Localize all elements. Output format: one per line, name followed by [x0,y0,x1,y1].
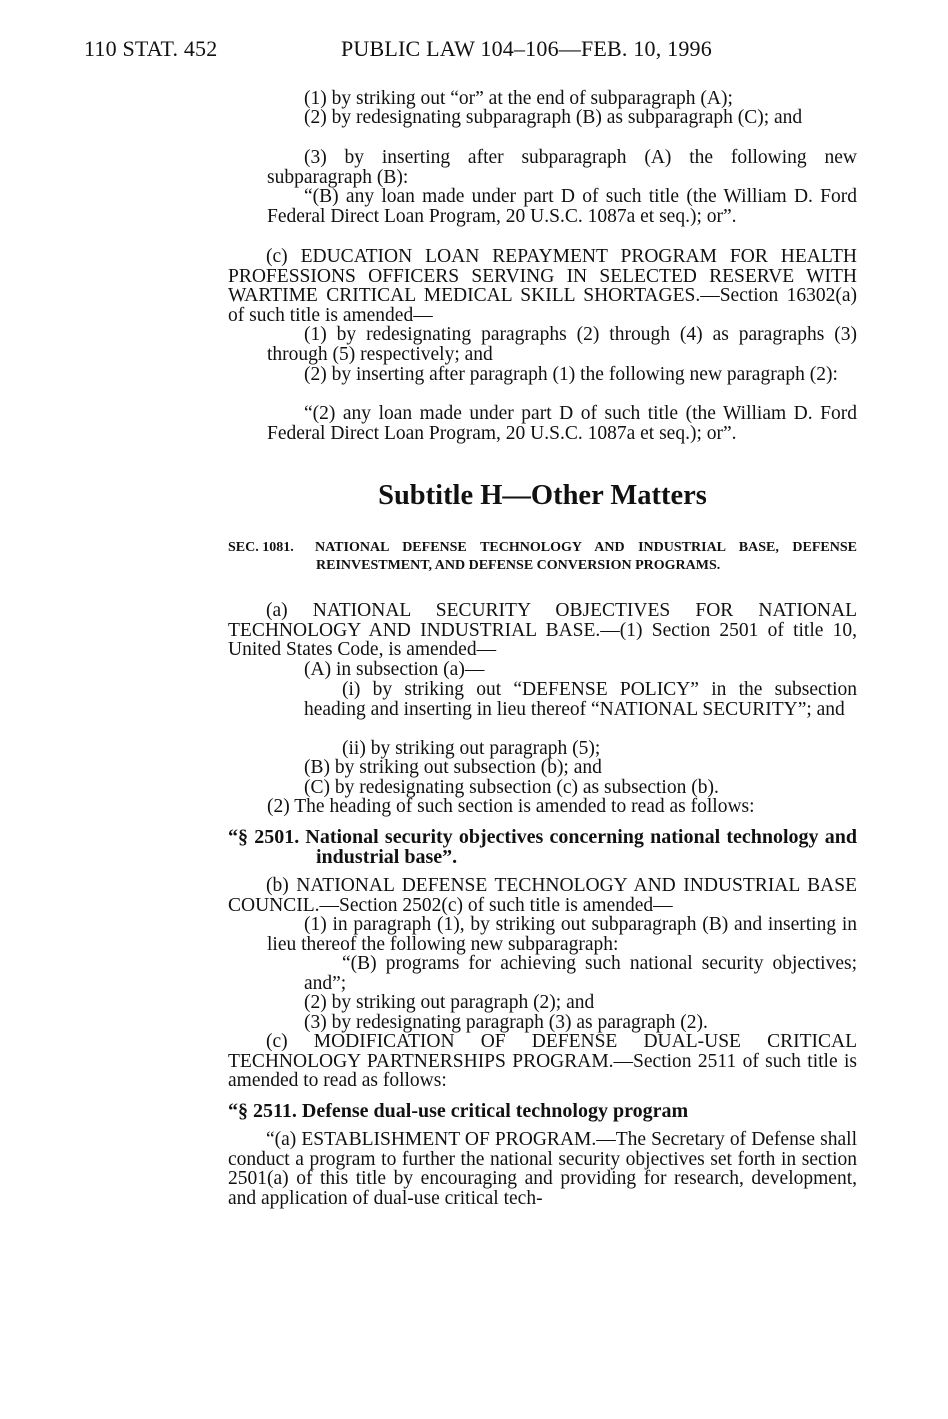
section-2501-heading: “§ 2501. National security objectives concerning national technology and industrial base”. [228,826,857,868]
paragraph: (c) MODIFICATION OF DEFENSE DUAL-USE CRITICAL TECHNOLOGY PARTNERSHIPS PROGRAM.—Section 2511 of such title is amended to read as follows: [228,1031,857,1092]
paragraph: (b) NATIONAL DEFENSE TECHNOLOGY AND INDUSTRIAL BASE COUNCIL.—Section 2502(c) of such title is amended— [228,875,857,916]
quoted-paragraph: “(B) any loan made under part D of such title (the William D. Ford Federal Direct Loan Program, 20 U.S.C. 1087a et seq.); or”. [267,186,857,227]
quoted-paragraph: “(B) programs for achieving such national security objectives; and”; [304,953,857,994]
paragraph: (A) in subsection (a)— [304,659,485,680]
running-header: PUBLIC LAW 104–106—FEB. 10, 1996 [341,36,712,61]
paragraph: (ii) by striking out paragraph (5); [342,738,601,759]
paragraph: (1) in paragraph (1), by striking out subparagraph (B) and inserting in lieu thereof the following new subparagraph: [267,914,857,955]
paragraph: (a) NATIONAL SECURITY OBJECTIVES FOR NATIONAL TECHNOLOGY AND INDUSTRIAL BASE.—(1) Section 2501 of title 10, United States Code, is amended— [228,600,857,661]
paragraph: (3) by inserting after subparagraph (A) the following new subparagraph (B): [267,147,857,188]
paragraph: (2) by inserting after paragraph (1) the following new paragraph (2): [304,364,838,385]
section-title: NATIONAL DEFENSE TECHNOLOGY AND INDUSTRIAL BASE, DEFENSE REINVESTMENT, AND DEFENSE CONVERSION PROGRAMS. [315,540,857,573]
section-heading [228,539,857,575]
quoted-paragraph: “(2) any loan made under part D of such title (the William D. Ford Federal Direct Loan Program, 20 U.S.C. 1087a et seq.); or”. [267,403,857,444]
paragraph: (B) by striking out subsection (b); and [304,757,602,778]
paragraph: (2) by striking out paragraph (2); and [304,992,595,1013]
paragraph: (1) by striking out “or” at the end of subparagraph (A); [304,88,733,109]
paragraph: (c) EDUCATION LOAN REPAYMENT PROGRAM FOR HEALTH PROFESSIONS OFFICERS SERVING IN SELECTED RESERVE WITH WARTIME CRITICAL MEDICAL SKILL SHORTAGES.—Section 16302(a) of such title is amended— [228,246,857,326]
section-number: SEC. 1081. [228,540,294,555]
paragraph: “(a) ESTABLISHMENT OF PROGRAM.—The Secretary of Defense shall conduct a program to further the national security objectives set forth in section 2501(a) of this title by encouraging and providing for research, development, and application of dual-use critical tech- [228,1129,857,1209]
section-2511-heading: “§ 2511. Defense dual-use critical technology program [228,1100,689,1122]
paragraph: (C) by redesignating subsection (c) as subsection (b). [304,777,719,798]
subtitle-heading: Subtitle H—Other Matters [378,480,707,511]
paragraph: (i) by striking out “DEFENSE POLICY” in the subsection heading and inserting in lieu thereof “NATIONAL SECURITY”; and [304,679,857,720]
paragraph: (2) The heading of such section is amended to read as follows: [267,796,755,817]
paragraph: (3) by redesignating paragraph (3) as paragraph (2). [304,1012,708,1033]
page-stat-number: 110 STAT. 452 [84,36,218,61]
paragraph: (2) by redesignating subparagraph (B) as subparagraph (C); and [304,107,803,128]
paragraph: (1) by redesignating paragraphs (2) through (4) as paragraphs (3) through (5) respectively; and [267,324,857,365]
